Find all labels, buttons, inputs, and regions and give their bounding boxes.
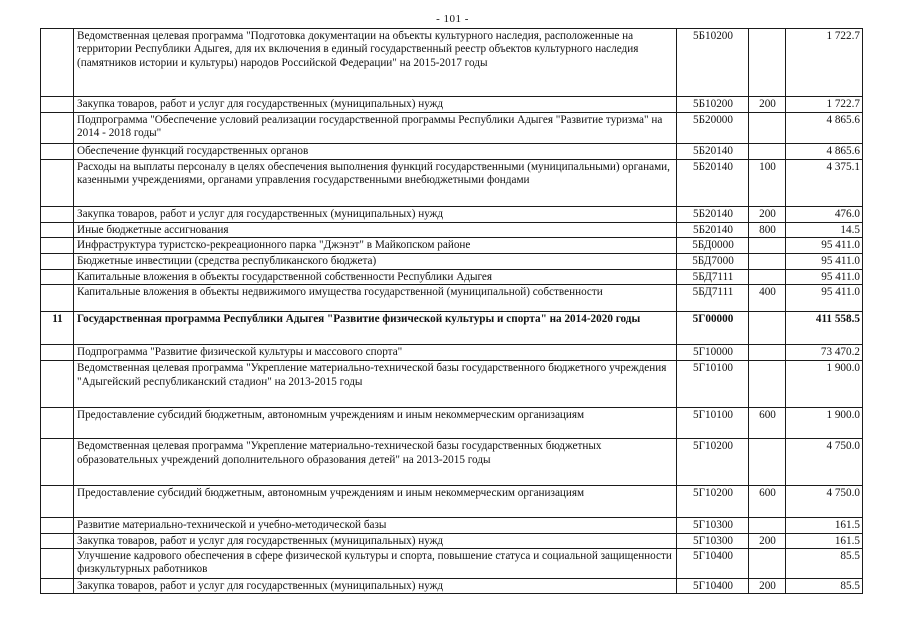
item-name-cell: Подпрограмма "Обеспечение условий реализации государственной программы Республики Адыгея "Развитие туризма" на 2014 - 2018 годы" [74,113,677,144]
row-number-cell [41,533,74,548]
amount-cell: 1 722.7 [786,97,863,113]
amount-cell: 1 900.0 [786,361,863,408]
budget-table [40,28,863,594]
item-name-cell: Закупка товаров, работ и услуг для государственных (муниципальных) нужд [74,533,677,548]
target-code-cell: 5Г10300 [677,518,749,533]
row-number-cell [41,160,74,207]
target-code-cell: 5Б20140 [677,223,749,238]
amount-cell: 476.0 [786,207,863,223]
row-number-cell [41,207,74,223]
amount-cell: 73 470.2 [786,345,863,361]
amount-cell: 85.5 [786,549,863,579]
expense-type-cell [749,361,786,408]
expense-type-cell: 200 [749,533,786,548]
table-row [41,439,863,486]
table-row [41,312,863,345]
table-row [41,97,863,113]
row-number-cell [41,579,74,594]
item-name-cell: Ведомственная целевая программа "Подготовка документации на объекты культурного наследия, расположенные на территории Республики Адыгея, для их включения в единый государственный реестр объектов культурного наследия (памятников истории и культуры) народов Российской Федерации" на 2015-2017 годы [74,29,677,97]
target-code-cell: 5Б20140 [677,144,749,160]
row-number-cell [41,113,74,144]
amount-cell: 161.5 [786,533,863,548]
row-number-cell [41,361,74,408]
target-code-cell: 5Г10100 [677,408,749,439]
table-row [41,579,863,594]
amount-cell: 411 558.5 [786,312,863,345]
table-row [41,269,863,284]
item-name-cell: Улучшение кадрового обеспечения в сфере физической культуры и спорта, повышение статуса и социальной защищенности физкультурных работников [74,549,677,579]
table-row [41,144,863,160]
target-code-cell: 5Г00000 [677,312,749,345]
target-code-cell: 5Г10300 [677,533,749,548]
target-code-cell: 5БД7111 [677,285,749,312]
row-number-cell [41,439,74,486]
amount-cell: 14.5 [786,223,863,238]
target-code-cell: 5Б20140 [677,160,749,207]
item-name-cell: Подпрограмма "Развитие физической культуры и массового спорта" [74,345,677,361]
amount-cell: 95 411.0 [786,269,863,284]
amount-cell: 4 750.0 [786,439,863,486]
row-number-cell [41,238,74,254]
amount-cell: 161.5 [786,518,863,533]
amount-cell: 95 411.0 [786,254,863,269]
target-code-cell: 5Б20140 [677,207,749,223]
amount-cell: 4 375.1 [786,160,863,207]
row-number-cell: 11 [41,312,74,345]
amount-cell: 4 865.6 [786,144,863,160]
item-name-cell: Государственная программа Республики Адыгея "Развитие физической культуры и спорта" на 2014-2020 годы [74,312,677,345]
table-row [41,549,863,579]
item-name-cell: Ведомственная целевая программа "Укрепление материально-технической базы государственных бюджетных образовательных учреждений дополнительного образования детей" на 2013-2015 годы [74,439,677,486]
table-row [41,160,863,207]
expense-type-cell [749,144,786,160]
amount-cell: 95 411.0 [786,238,863,254]
item-name-cell: Предоставление субсидий бюджетным, автономным учреждениям и иным некоммерческим организациям [74,408,677,439]
item-name-cell: Развитие материально-технической и учебно-методической базы [74,518,677,533]
target-code-cell: 5Б20000 [677,113,749,144]
target-code-cell: 5БД0000 [677,238,749,254]
table-row [41,113,863,144]
target-code-cell: 5Б10200 [677,29,749,97]
row-number-cell [41,408,74,439]
expense-type-cell [749,29,786,97]
target-code-cell: 5Г10200 [677,439,749,486]
item-name-cell: Расходы на выплаты персоналу в целях обеспечения выполнения функций государственными (муниципальными) органами, казенными учреждениями, органами управления государственными внебюджетными фондами [74,160,677,207]
target-code-cell: 5БД7111 [677,269,749,284]
expense-type-cell [749,439,786,486]
row-number-cell [41,97,74,113]
target-code-cell: 5Г10400 [677,549,749,579]
amount-cell: 85.5 [786,579,863,594]
expense-type-cell: 800 [749,223,786,238]
expense-type-cell: 200 [749,207,786,223]
item-name-cell: Капитальные вложения в объекты недвижимого имущества государственной (муниципальной) собственности [74,285,677,312]
item-name-cell: Бюджетные инвестиции (средства республиканского бюджета) [74,254,677,269]
expense-type-cell [749,345,786,361]
row-number-cell [41,285,74,312]
table-row [41,408,863,439]
budget-table-body [41,29,863,594]
table-row [41,254,863,269]
row-number-cell [41,29,74,97]
expense-type-cell: 600 [749,408,786,439]
row-number-cell [41,518,74,533]
target-code-cell: 5Г10100 [677,361,749,408]
target-code-cell: 5Б10200 [677,97,749,113]
page-number: - 101 - [436,13,469,25]
amount-cell: 1 900.0 [786,408,863,439]
item-name-cell: Закупка товаров, работ и услуг для государственных (муниципальных) нужд [74,579,677,594]
row-number-cell [41,223,74,238]
table-row [41,518,863,533]
row-number-cell [41,345,74,361]
expense-type-cell [749,518,786,533]
item-name-cell: Закупка товаров, работ и услуг для государственных (муниципальных) нужд [74,207,677,223]
item-name-cell: Закупка товаров, работ и услуг для государственных (муниципальных) нужд [74,97,677,113]
amount-cell: 4 865.6 [786,113,863,144]
amount-cell: 4 750.0 [786,486,863,518]
expense-type-cell: 100 [749,160,786,207]
item-name-cell: Предоставление субсидий бюджетным, автономным учреждениям и иным некоммерческим организациям [74,486,677,518]
expense-type-cell [749,113,786,144]
expense-type-cell [749,549,786,579]
table-row [41,223,863,238]
expense-type-cell: 600 [749,486,786,518]
expense-type-cell [749,238,786,254]
table-row [41,361,863,408]
amount-cell: 95 411.0 [786,285,863,312]
row-number-cell [41,486,74,518]
expense-type-cell [749,254,786,269]
row-number-cell [41,144,74,160]
row-number-cell [41,269,74,284]
table-row [41,29,863,97]
table-row [41,285,863,312]
expense-type-cell [749,312,786,345]
item-name-cell: Инфраструктура туристско-рекреационного парка "Джэнэт" в Майкопском районе [74,238,677,254]
table-row [41,486,863,518]
expense-type-cell [749,269,786,284]
item-name-cell: Обеспечение функций государственных органов [74,144,677,160]
target-code-cell: 5Г10200 [677,486,749,518]
table-row [41,207,863,223]
item-name-cell: Иные бюджетные ассигнования [74,223,677,238]
table-row [41,345,863,361]
item-name-cell: Ведомственная целевая программа "Укрепление материально-технической базы государственного бюджетного учреждения "Адыгейский республиканский стадион" на 2013-2015 годы [74,361,677,408]
target-code-cell: 5Г10000 [677,345,749,361]
target-code-cell: 5БД7000 [677,254,749,269]
target-code-cell: 5Г10400 [677,579,749,594]
expense-type-cell: 400 [749,285,786,312]
amount-cell: 1 722.7 [786,29,863,97]
table-row [41,238,863,254]
item-name-cell: Капитальные вложения в объекты государственной собственности Республики Адыгея [74,269,677,284]
row-number-cell [41,254,74,269]
table-row [41,533,863,548]
row-number-cell [41,549,74,579]
expense-type-cell: 200 [749,579,786,594]
expense-type-cell: 200 [749,97,786,113]
